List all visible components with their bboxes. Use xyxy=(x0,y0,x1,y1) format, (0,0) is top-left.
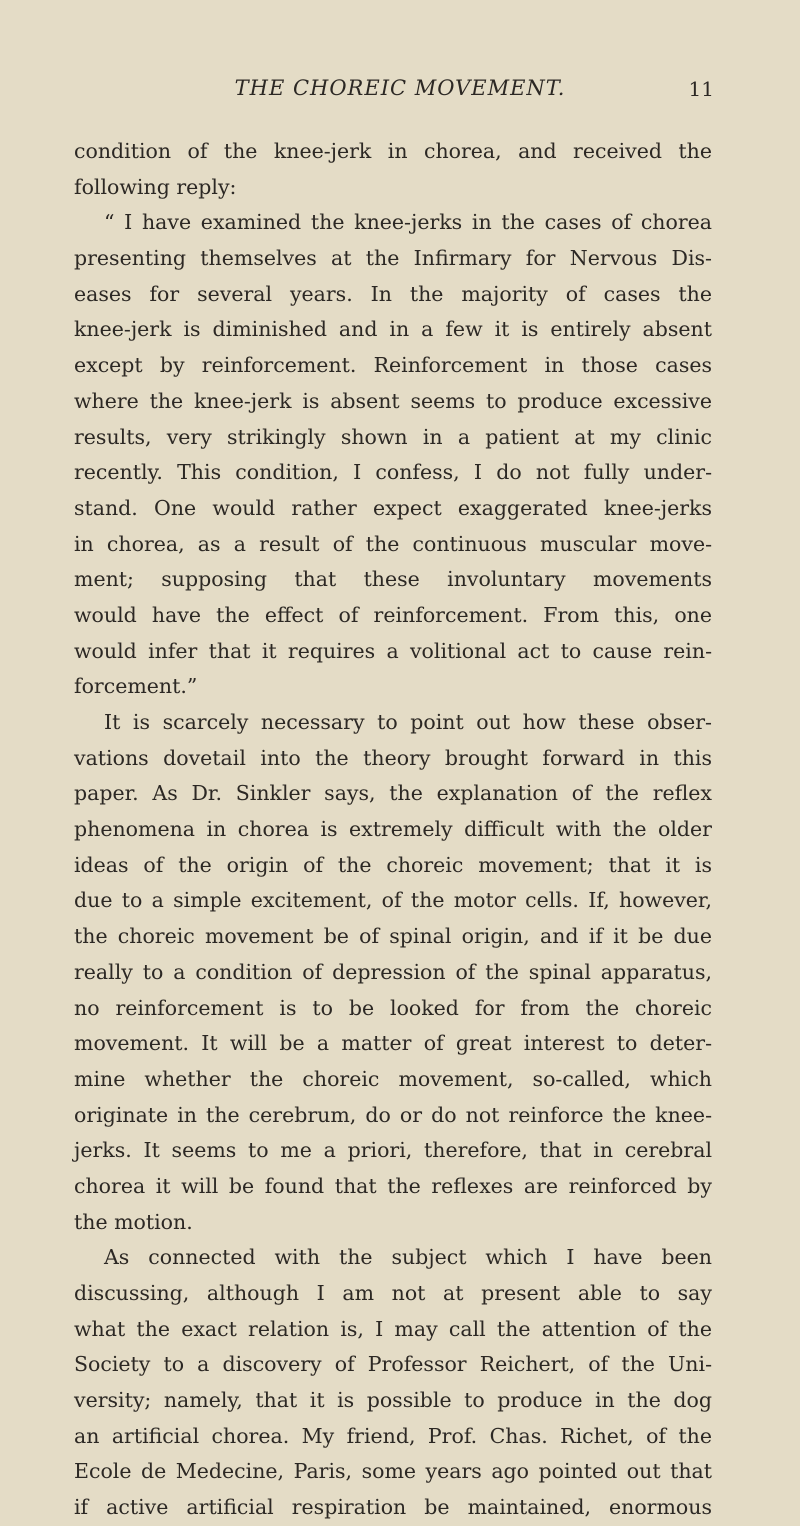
text-line: if active artificial respiration be maintained, enormous xyxy=(74,1495,712,1520)
text-line: Ecole de Medecine, Paris, some years ago pointed out that xyxy=(74,1459,712,1484)
text-line: where the knee-jerk is absent seems to produce excessive xyxy=(74,388,712,413)
text-line: ment; supposing that these involuntary movements xyxy=(74,567,712,592)
text-line: originate in the cerebrum, do or do not reinforce the knee- xyxy=(74,1102,712,1127)
text-line: discussing, although I am not at present able to say xyxy=(74,1281,712,1305)
text-line: versity; namely, that it is possible to produce in the dog xyxy=(74,1388,712,1413)
text-line: condition of the knee-jerk in chorea, and received the xyxy=(74,139,712,163)
text-line: chorea it will be found that the reflexes are reinforced by xyxy=(74,1173,712,1198)
text-line: the choreic movement be of spinal origin, and if it be due xyxy=(74,924,712,949)
text-line: phenomena in chorea is extremely difficult with the older xyxy=(74,817,712,842)
text-line: “ I have examined the knee-jerks in the cases of chorea xyxy=(104,210,712,235)
text-line: no reinforcement is to be looked for from the choreic xyxy=(74,995,712,1020)
text-line: jerks. It seems to me a priori, therefore, that in cerebral xyxy=(74,1138,712,1163)
text-line: vations dovetail into the theory brought forward in this xyxy=(74,745,712,770)
text-line: an artificial chorea. My friend, Prof. Chas. Richet, of the xyxy=(74,1423,712,1448)
text-line: eases for several years. In the majority of cases the xyxy=(74,281,712,306)
text-line: paper. As Dr. Sinkler says, the explanation of the reflex xyxy=(74,781,712,806)
text-line: Society to a discovery of Professor Reichert, of the Uni- xyxy=(74,1352,712,1377)
text-line: ideas of the origin of the choreic movement; that it is xyxy=(74,852,712,877)
text-line: As connected with the subject which I have been xyxy=(104,1245,712,1270)
text-line: what the exact relation is, I may call the attention of the xyxy=(74,1316,712,1341)
text-line: recently. This condition, I confess, I do not fully under- xyxy=(74,460,712,485)
text-line: stand. One would rather expect exaggerated knee-jerks xyxy=(74,495,712,520)
text-line: the motion. xyxy=(74,1209,193,1234)
text-line: would have the effect of reinforcement. From this, one xyxy=(74,602,712,627)
text-line: following reply: xyxy=(74,174,237,199)
text-line: mine whether the choreic movement, so-called, which xyxy=(74,1066,712,1091)
text-line: movement. It will be a matter of great interest to deter- xyxy=(74,1031,712,1056)
text-line: would infer that it requires a volitional act to cause rein- xyxy=(74,638,712,663)
body-text xyxy=(74,134,712,1526)
text-line: presenting themselves at the Infirmary for Nervous Dis- xyxy=(74,246,712,271)
text-line: knee-jerk is diminished and in a few it is entirely absent xyxy=(74,317,712,342)
text-line: due to a simple excitement, of the motor cells. If, however, xyxy=(74,888,712,913)
running-title: THE CHOREIC MOVEMENT. xyxy=(234,76,566,100)
text-line: results, very strikingly shown in a patient at my clinic xyxy=(74,424,712,449)
page-number: 11 xyxy=(688,77,714,101)
text-line: except by reinforcement. Reinforcement in those cases xyxy=(74,353,712,378)
text-line: in chorea, as a result of the continuous muscular move- xyxy=(74,531,712,556)
text-line: really to a condition of depression of the spinal apparatus, xyxy=(74,959,712,984)
text-line: forcement.” xyxy=(74,674,198,699)
text-line: It is scarcely necessary to point out how these obser- xyxy=(104,710,712,734)
